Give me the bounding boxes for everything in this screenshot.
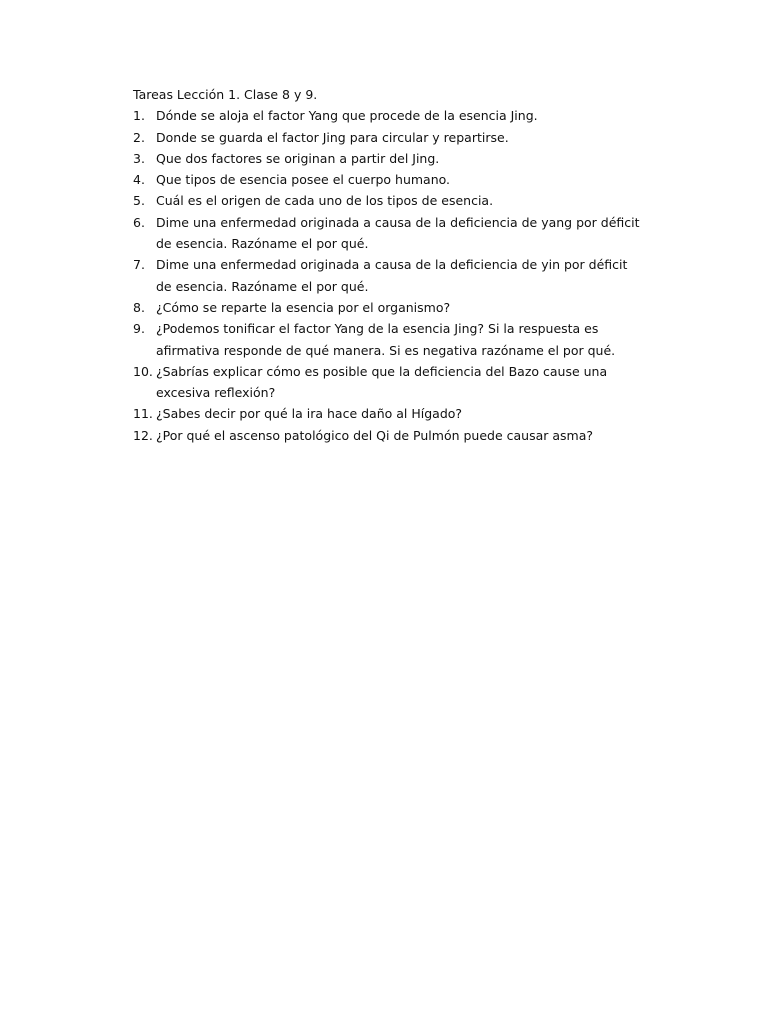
task-text-line: Que tipos de esencia posee el cuerpo humano. [156, 172, 451, 188]
task-text-line: afirmativa responde de qué manera. Si es negativa razóname el por qué. [156, 342, 616, 358]
task-number: 9. [133, 321, 145, 337]
task-item [133, 148, 673, 169]
document-content [133, 84, 673, 446]
task-text-line: excesiva reflexión? [156, 385, 276, 401]
task-number: 10. [133, 363, 153, 379]
task-item [133, 425, 673, 446]
task-item [133, 169, 673, 190]
task-text-line: ¿Cómo se reparte la esencia por el organismo? [156, 299, 451, 315]
task-number: 1. [133, 108, 145, 124]
task-item [133, 403, 673, 424]
task-item [133, 297, 673, 318]
task-text-line: Cuál es el origen de cada uno de los tipos de esencia. [156, 193, 494, 209]
task-item [133, 190, 673, 211]
task-item [133, 318, 673, 361]
task-number: 6. [133, 214, 145, 230]
task-list [133, 105, 673, 446]
task-number: 4. [133, 172, 145, 188]
task-text-line: Dime una enfermedad originada a causa de la deficiencia de yang por déficit [156, 214, 640, 230]
task-text-line: Dónde se aloja el factor Yang que procede de la esencia Jing. [156, 108, 538, 124]
task-text-line: ¿Sabes decir por qué la ira hace daño al Hígado? [156, 406, 463, 422]
task-item [133, 212, 673, 255]
task-number: 2. [133, 129, 145, 145]
task-text-line: Donde se guarda el factor Jing para circular y repartirse. [156, 129, 509, 145]
task-text-line: ¿Por qué el ascenso patológico del Qi de Pulmón puede causar asma? [156, 427, 594, 443]
document-title: Tareas Lección 1. Clase 8 y 9. [133, 87, 318, 102]
task-number: 7. [133, 257, 145, 273]
task-number: 12. [133, 427, 153, 443]
task-text-line: ¿Podemos tonificar el factor Yang de la esencia Jing? Si la respuesta es [156, 321, 599, 337]
task-text-line: Dime una enfermedad originada a causa de la deficiencia de yin por déficit [156, 257, 628, 273]
task-text-line: ¿Sabrías explicar cómo es posible que la deficiencia del Bazo cause una [156, 363, 608, 379]
task-text-line: Que dos factores se originan a partir del Jing. [156, 150, 440, 166]
task-item [133, 127, 673, 148]
task-item [133, 361, 673, 404]
task-item [133, 254, 673, 297]
task-number: 8. [133, 299, 145, 315]
task-text-line: de esencia. Razóname el por qué. [156, 236, 369, 252]
task-item [133, 105, 673, 126]
task-number: 3. [133, 150, 145, 166]
task-text-line: de esencia. Razóname el por qué. [156, 278, 369, 294]
task-number: 11. [133, 406, 153, 422]
task-number: 5. [133, 193, 145, 209]
